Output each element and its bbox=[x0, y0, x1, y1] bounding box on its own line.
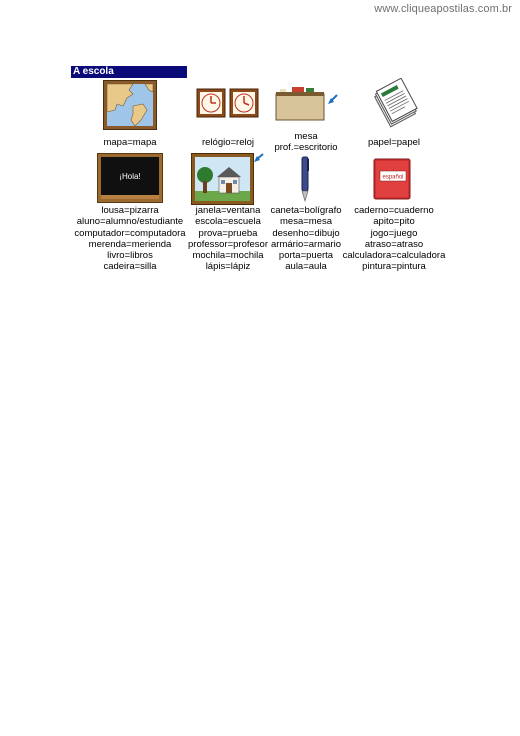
vocab-entry: caneta=bolígrafo bbox=[270, 205, 342, 216]
notebook-text: español bbox=[382, 174, 404, 181]
vocab-entry: lápis=lápiz bbox=[205, 261, 251, 273]
vocab-entry: atraso=atraso bbox=[364, 238, 424, 250]
vocab-column-4 bbox=[343, 205, 446, 273]
papers-icon bbox=[372, 78, 418, 128]
label-mesa-line1: mesa bbox=[294, 131, 318, 142]
vocab-column-2 bbox=[188, 205, 268, 273]
chalkboard-icon bbox=[97, 153, 163, 203]
vocab-entry: prova=prueba bbox=[198, 227, 258, 239]
label-mapa: mapa=mapa bbox=[103, 137, 157, 148]
vocab-entry: livro=libros bbox=[107, 250, 153, 262]
vocab-entry: professor=profesor bbox=[188, 238, 268, 250]
vocab-entry: cadeira=silla bbox=[103, 261, 157, 273]
vocab-entry: mochila=mochila bbox=[192, 250, 264, 262]
vocab-entry: apito=pito bbox=[373, 216, 415, 228]
chalkboard-text: ¡Hola! bbox=[119, 172, 141, 181]
vocab-entry: porta=puerta bbox=[278, 250, 334, 262]
clocks-icon bbox=[196, 88, 260, 120]
vocab-entry: lousa=pizarra bbox=[101, 205, 159, 216]
vocab-entry: mesa=mesa bbox=[279, 216, 333, 228]
vocab-column-1 bbox=[74, 205, 185, 273]
desk-icon bbox=[274, 84, 340, 124]
map-icon bbox=[103, 80, 157, 130]
vocab-entry: aluno=alumno/estudiante bbox=[76, 216, 184, 228]
vocab-entry: pintura=pintura bbox=[362, 261, 426, 273]
vocab-entry: jogo=juego bbox=[370, 227, 418, 239]
label-papel: papel=papel bbox=[367, 137, 421, 148]
vocab-entry: armário=armario bbox=[271, 238, 341, 250]
vocab-entry: aula=aula bbox=[285, 261, 327, 273]
vocab-entry: desenho=dibujo bbox=[272, 227, 340, 239]
vocab-entry: merenda=merienda bbox=[88, 238, 172, 250]
vocab-entry: escola=escuela bbox=[195, 216, 261, 228]
section-title: A escola bbox=[71, 66, 187, 78]
vocab-entry: calculadora=calculadora bbox=[342, 250, 446, 262]
vocab-entry: janela=ventana bbox=[195, 205, 261, 216]
site-url[interactable]: www.cliqueapostilas.com.br bbox=[374, 3, 512, 15]
vocab-column-3 bbox=[270, 205, 341, 273]
notebook-icon bbox=[372, 157, 414, 201]
pen-icon bbox=[298, 155, 312, 203]
vocab-entry: caderno=cuaderno bbox=[354, 205, 434, 216]
window-icon bbox=[191, 153, 267, 205]
label-relogio: relógio=reloj bbox=[201, 137, 255, 148]
vocab-entry: computador=computadora bbox=[74, 227, 186, 239]
label-mesa-line2: prof.=escritorio bbox=[274, 142, 338, 153]
